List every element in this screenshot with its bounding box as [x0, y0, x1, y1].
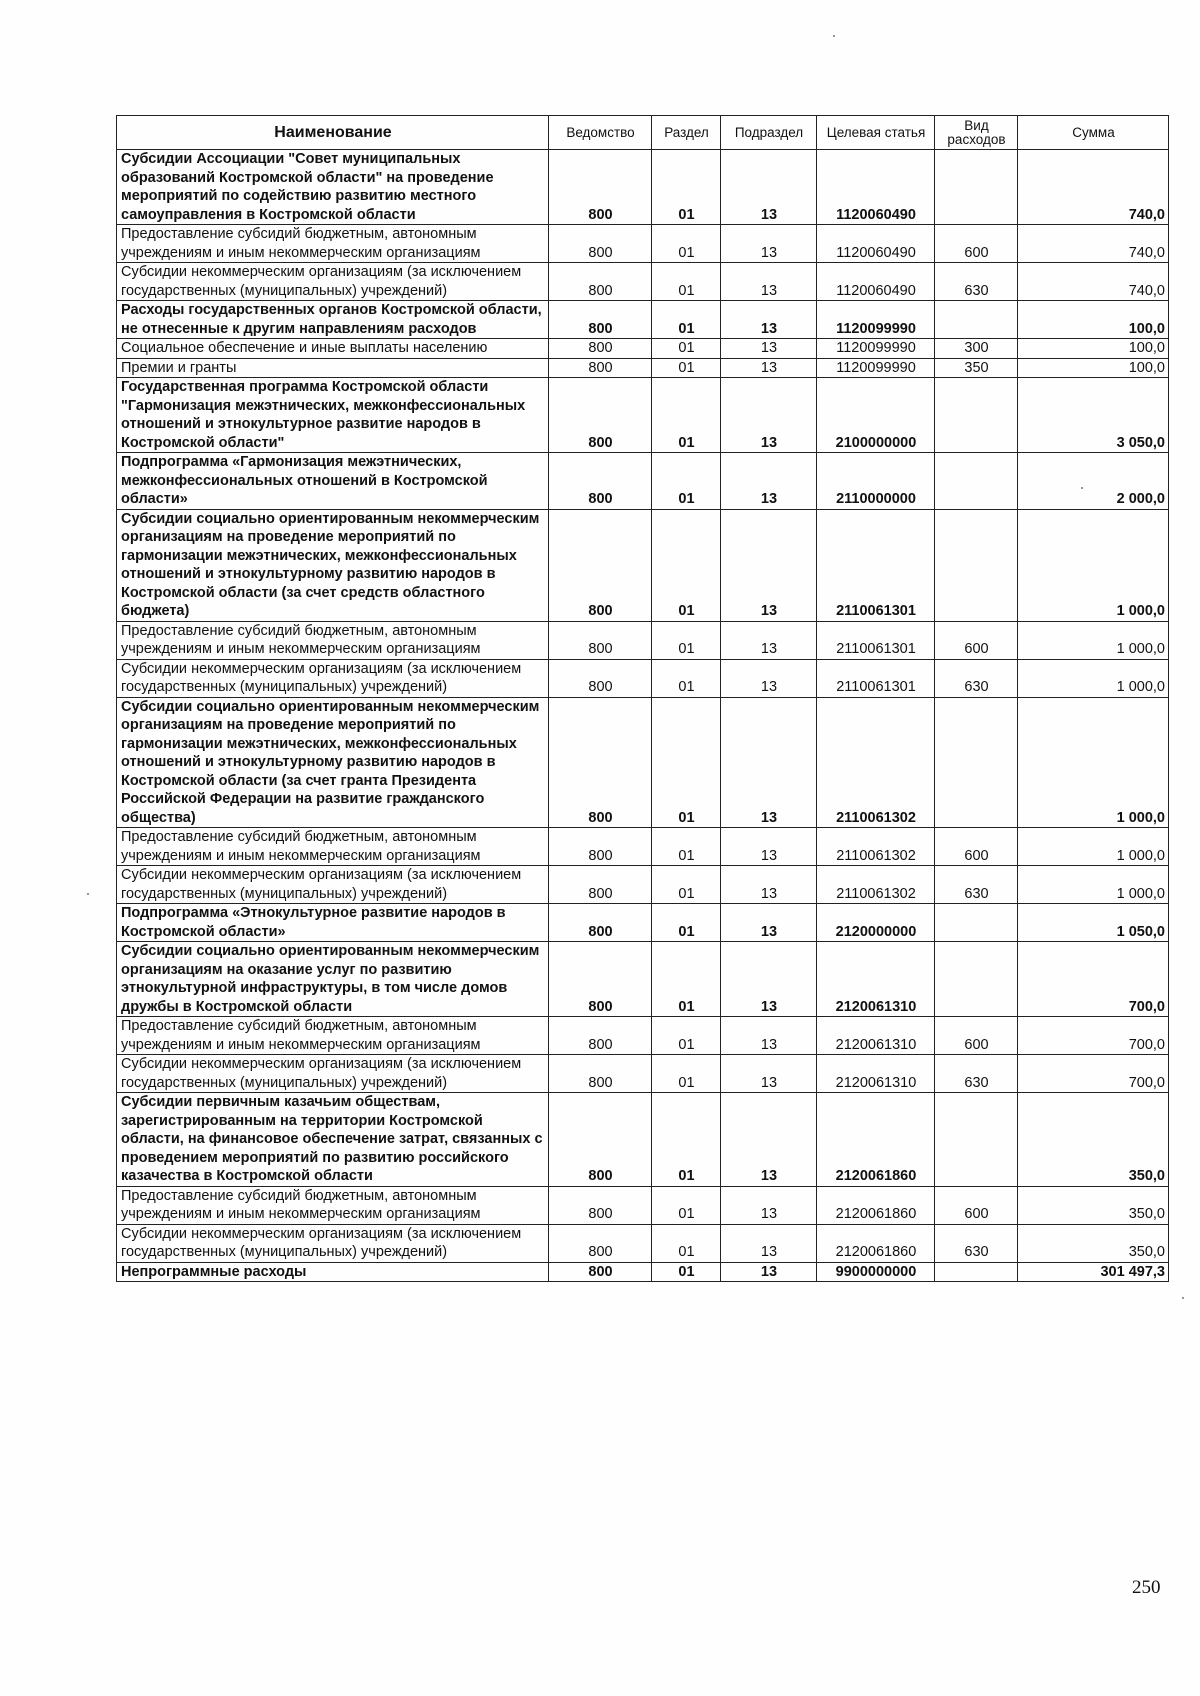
cell-sum: 100,0	[1018, 358, 1169, 378]
cell-subsection: 13	[721, 621, 817, 659]
cell-subsection: 13	[721, 339, 817, 359]
cell-dept: 800	[549, 828, 652, 866]
cell-name: Субсидии некоммерческим организациям (за исключением государственных (муниципальных) учреждений)	[117, 659, 549, 697]
cell-name: Субсидии некоммерческим организациям (за исключением государственных (муниципальных) учреждений)	[117, 263, 549, 301]
cell-subsection: 13	[721, 942, 817, 1017]
cell-subsection: 13	[721, 150, 817, 225]
cell-dept: 800	[549, 339, 652, 359]
scan-speck	[1081, 487, 1083, 489]
cell-target: 1120099990	[817, 339, 935, 359]
cell-dept: 800	[549, 453, 652, 510]
cell-sum: 350,0	[1018, 1224, 1169, 1262]
cell-name: Подпрограмма «Гармонизация межэтнических, межконфессиональных отношений в Костромской области»	[117, 453, 549, 510]
table-row	[117, 225, 1169, 263]
cell-type: 600	[935, 621, 1018, 659]
cell-dept: 800	[549, 1186, 652, 1224]
cell-subsection: 13	[721, 1017, 817, 1055]
cell-name: Субсидии социально ориентированным некоммерческим организациям на проведение мероприятий по гармонизации межэтнических, межконфессиональных отношений и этнокультурному развитию народов в Костромской области (за счет средств областного бюджета)	[117, 509, 549, 621]
cell-subsection: 13	[721, 1186, 817, 1224]
cell-section: 01	[652, 866, 721, 904]
cell-type: 350	[935, 358, 1018, 378]
cell-sum: 1 050,0	[1018, 904, 1169, 942]
cell-subsection: 13	[721, 1262, 817, 1282]
cell-target: 2120061860	[817, 1224, 935, 1262]
budget-table	[116, 115, 1169, 1282]
cell-target: 1120099990	[817, 301, 935, 339]
cell-sum: 100,0	[1018, 301, 1169, 339]
cell-subsection: 13	[721, 904, 817, 942]
scan-speck	[1182, 1297, 1184, 1299]
cell-dept: 800	[549, 150, 652, 225]
cell-name: Государственная программа Костромской области "Гармонизация межэтнических, межконфессиональных отношений и этнокультурное развитие народов в Костромской области"	[117, 378, 549, 453]
cell-sum: 3 050,0	[1018, 378, 1169, 453]
cell-target: 2100000000	[817, 378, 935, 453]
cell-subsection: 13	[721, 828, 817, 866]
cell-subsection: 13	[721, 358, 817, 378]
cell-type: 630	[935, 866, 1018, 904]
cell-name: Субсидии некоммерческим организациям (за исключением государственных (муниципальных) учреждений)	[117, 1224, 549, 1262]
table-row	[117, 659, 1169, 697]
cell-name: Расходы государственных органов Костромской области, не отнесенные к другим направлениям расходов	[117, 301, 549, 339]
cell-section: 01	[652, 621, 721, 659]
cell-type	[935, 301, 1018, 339]
table-row	[117, 1017, 1169, 1055]
cell-section: 01	[652, 263, 721, 301]
cell-sum: 350,0	[1018, 1186, 1169, 1224]
table-row	[117, 942, 1169, 1017]
cell-type: 600	[935, 225, 1018, 263]
cell-section: 01	[652, 378, 721, 453]
header-subsection: Подраздел	[721, 116, 817, 150]
cell-sum: 1 000,0	[1018, 866, 1169, 904]
cell-target: 2110061302	[817, 866, 935, 904]
cell-type	[935, 453, 1018, 510]
scan-speck	[833, 35, 835, 37]
table-row	[117, 866, 1169, 904]
cell-name: Субсидии первичным казачьим обществам, зарегистрированным на территории Костромской области, на финансовое обеспечение затрат, связанных с проведением мероприятий по развитию российского казачества в Костромской области	[117, 1093, 549, 1187]
scan-speck	[87, 893, 89, 895]
cell-sum: 1 000,0	[1018, 828, 1169, 866]
cell-section: 01	[652, 1224, 721, 1262]
cell-sum: 700,0	[1018, 1017, 1169, 1055]
cell-sum: 700,0	[1018, 942, 1169, 1017]
cell-type: 630	[935, 1224, 1018, 1262]
table-row	[117, 1224, 1169, 1262]
cell-dept: 800	[549, 1262, 652, 1282]
cell-dept: 800	[549, 358, 652, 378]
table-row	[117, 301, 1169, 339]
cell-sum: 1 000,0	[1018, 697, 1169, 828]
cell-target: 2110061302	[817, 828, 935, 866]
cell-sum: 2 000,0	[1018, 453, 1169, 510]
table-row	[117, 1186, 1169, 1224]
cell-subsection: 13	[721, 301, 817, 339]
cell-sum: 1 000,0	[1018, 621, 1169, 659]
cell-dept: 800	[549, 378, 652, 453]
table-row	[117, 263, 1169, 301]
cell-type: 600	[935, 1186, 1018, 1224]
table-row	[117, 453, 1169, 510]
cell-type	[935, 697, 1018, 828]
cell-section: 01	[652, 904, 721, 942]
cell-subsection: 13	[721, 697, 817, 828]
table-row	[117, 1093, 1169, 1187]
cell-section: 01	[652, 942, 721, 1017]
cell-subsection: 13	[721, 453, 817, 510]
cell-target: 2110000000	[817, 453, 935, 510]
cell-name: Социальное обеспечение и иные выплаты населению	[117, 339, 549, 359]
table-row	[117, 509, 1169, 621]
cell-sum: 1 000,0	[1018, 659, 1169, 697]
cell-section: 01	[652, 1017, 721, 1055]
table-row	[117, 828, 1169, 866]
cell-sum: 740,0	[1018, 150, 1169, 225]
cell-subsection: 13	[721, 659, 817, 697]
cell-name: Предоставление субсидий бюджетным, автономным учреждениям и иным некоммерческим организациям	[117, 621, 549, 659]
table-row	[117, 904, 1169, 942]
cell-name: Премии и гранты	[117, 358, 549, 378]
cell-section: 01	[652, 225, 721, 263]
cell-section: 01	[652, 659, 721, 697]
cell-dept: 800	[549, 1224, 652, 1262]
page-number: 250	[1132, 1577, 1161, 1598]
cell-name: Субсидии некоммерческим организациям (за исключением государственных (муниципальных) учреждений)	[117, 1055, 549, 1093]
cell-sum: 301 497,3	[1018, 1262, 1169, 1282]
cell-target: 2110061301	[817, 509, 935, 621]
cell-subsection: 13	[721, 378, 817, 453]
cell-target: 2120061860	[817, 1186, 935, 1224]
cell-dept: 800	[549, 866, 652, 904]
cell-dept: 800	[549, 301, 652, 339]
cell-type	[935, 942, 1018, 1017]
cell-target: 2110061302	[817, 697, 935, 828]
cell-dept: 800	[549, 509, 652, 621]
header-target: Целевая статья	[817, 116, 935, 150]
cell-type: 630	[935, 263, 1018, 301]
header-type: Вид расходов	[935, 116, 1018, 150]
cell-name: Подпрограмма «Этнокультурное развитие народов в Костромской области»	[117, 904, 549, 942]
cell-dept: 800	[549, 697, 652, 828]
header-name: Наименование	[117, 116, 549, 150]
cell-type: 300	[935, 339, 1018, 359]
cell-section: 01	[652, 1186, 721, 1224]
cell-type: 630	[935, 1055, 1018, 1093]
cell-name: Предоставление субсидий бюджетным, автономным учреждениям и иным некоммерческим организациям	[117, 828, 549, 866]
table-row	[117, 358, 1169, 378]
table-row	[117, 1055, 1169, 1093]
table-row	[117, 697, 1169, 828]
cell-sum: 700,0	[1018, 1055, 1169, 1093]
cell-section: 01	[652, 509, 721, 621]
cell-section: 01	[652, 453, 721, 510]
cell-name: Субсидии Ассоциации "Совет муниципальных образований Костромской области" на проведение мероприятий по содействию развитию местного самоуправления в Костромской области	[117, 150, 549, 225]
cell-subsection: 13	[721, 509, 817, 621]
cell-dept: 800	[549, 659, 652, 697]
cell-subsection: 13	[721, 1055, 817, 1093]
cell-subsection: 13	[721, 1224, 817, 1262]
cell-target: 1120060490	[817, 263, 935, 301]
cell-target: 9900000000	[817, 1262, 935, 1282]
header-section: Раздел	[652, 116, 721, 150]
cell-type	[935, 1262, 1018, 1282]
cell-name: Субсидии некоммерческим организациям (за исключением государственных (муниципальных) учреждений)	[117, 866, 549, 904]
cell-target: 1120060490	[817, 225, 935, 263]
cell-type: 630	[935, 659, 1018, 697]
cell-target: 2110061301	[817, 659, 935, 697]
table-row	[117, 621, 1169, 659]
cell-type	[935, 904, 1018, 942]
header-dept: Ведомство	[549, 116, 652, 150]
cell-section: 01	[652, 301, 721, 339]
header-sum: Сумма	[1018, 116, 1169, 150]
cell-subsection: 13	[721, 225, 817, 263]
cell-type	[935, 378, 1018, 453]
cell-dept: 800	[549, 1055, 652, 1093]
cell-section: 01	[652, 1093, 721, 1187]
cell-type	[935, 150, 1018, 225]
cell-dept: 800	[549, 1093, 652, 1187]
cell-target: 2120061860	[817, 1093, 935, 1187]
cell-type	[935, 1093, 1018, 1187]
cell-name: Субсидии социально ориентированным некоммерческим организациям на проведение мероприятий по гармонизации межэтнических, межконфессиональных отношений и этнокультурному развитию народов в Костромской области (за счет гранта Президента Российской Федерации на развитие гражданского общества)	[117, 697, 549, 828]
table-row	[117, 150, 1169, 225]
cell-dept: 800	[549, 225, 652, 263]
cell-type: 600	[935, 828, 1018, 866]
cell-target: 1120099990	[817, 358, 935, 378]
cell-section: 01	[652, 1055, 721, 1093]
cell-section: 01	[652, 828, 721, 866]
cell-section: 01	[652, 339, 721, 359]
cell-type	[935, 509, 1018, 621]
cell-sum: 1 000,0	[1018, 509, 1169, 621]
cell-target: 1120060490	[817, 150, 935, 225]
cell-name: Предоставление субсидий бюджетным, автономным учреждениям и иным некоммерческим организациям	[117, 1186, 549, 1224]
cell-name: Субсидии социально ориентированным некоммерческим организациям на оказание услуг по развитию этнокультурной инфраструктуры, в том числе домов дружбы в Костромской области	[117, 942, 549, 1017]
cell-sum: 350,0	[1018, 1093, 1169, 1187]
cell-dept: 800	[549, 904, 652, 942]
cell-target: 2120061310	[817, 942, 935, 1017]
cell-name: Предоставление субсидий бюджетным, автономным учреждениям и иным некоммерческим организациям	[117, 225, 549, 263]
table-row	[117, 339, 1169, 359]
table-row	[117, 1262, 1169, 1282]
cell-type: 600	[935, 1017, 1018, 1055]
cell-section: 01	[652, 358, 721, 378]
table-body	[117, 150, 1169, 1282]
cell-target: 2110061301	[817, 621, 935, 659]
cell-section: 01	[652, 150, 721, 225]
cell-section: 01	[652, 1262, 721, 1282]
cell-target: 2120061310	[817, 1017, 935, 1055]
table-row	[117, 378, 1169, 453]
cell-dept: 800	[549, 1017, 652, 1055]
cell-target: 2120000000	[817, 904, 935, 942]
cell-sum: 740,0	[1018, 225, 1169, 263]
cell-section: 01	[652, 697, 721, 828]
cell-subsection: 13	[721, 866, 817, 904]
cell-sum: 740,0	[1018, 263, 1169, 301]
table-header-row	[117, 116, 1169, 150]
cell-dept: 800	[549, 621, 652, 659]
cell-subsection: 13	[721, 263, 817, 301]
cell-dept: 800	[549, 942, 652, 1017]
cell-dept: 800	[549, 263, 652, 301]
cell-name: Предоставление субсидий бюджетным, автономным учреждениям и иным некоммерческим организациям	[117, 1017, 549, 1055]
cell-sum: 100,0	[1018, 339, 1169, 359]
cell-name: Непрограммные расходы	[117, 1262, 549, 1282]
cell-subsection: 13	[721, 1093, 817, 1187]
cell-target: 2120061310	[817, 1055, 935, 1093]
